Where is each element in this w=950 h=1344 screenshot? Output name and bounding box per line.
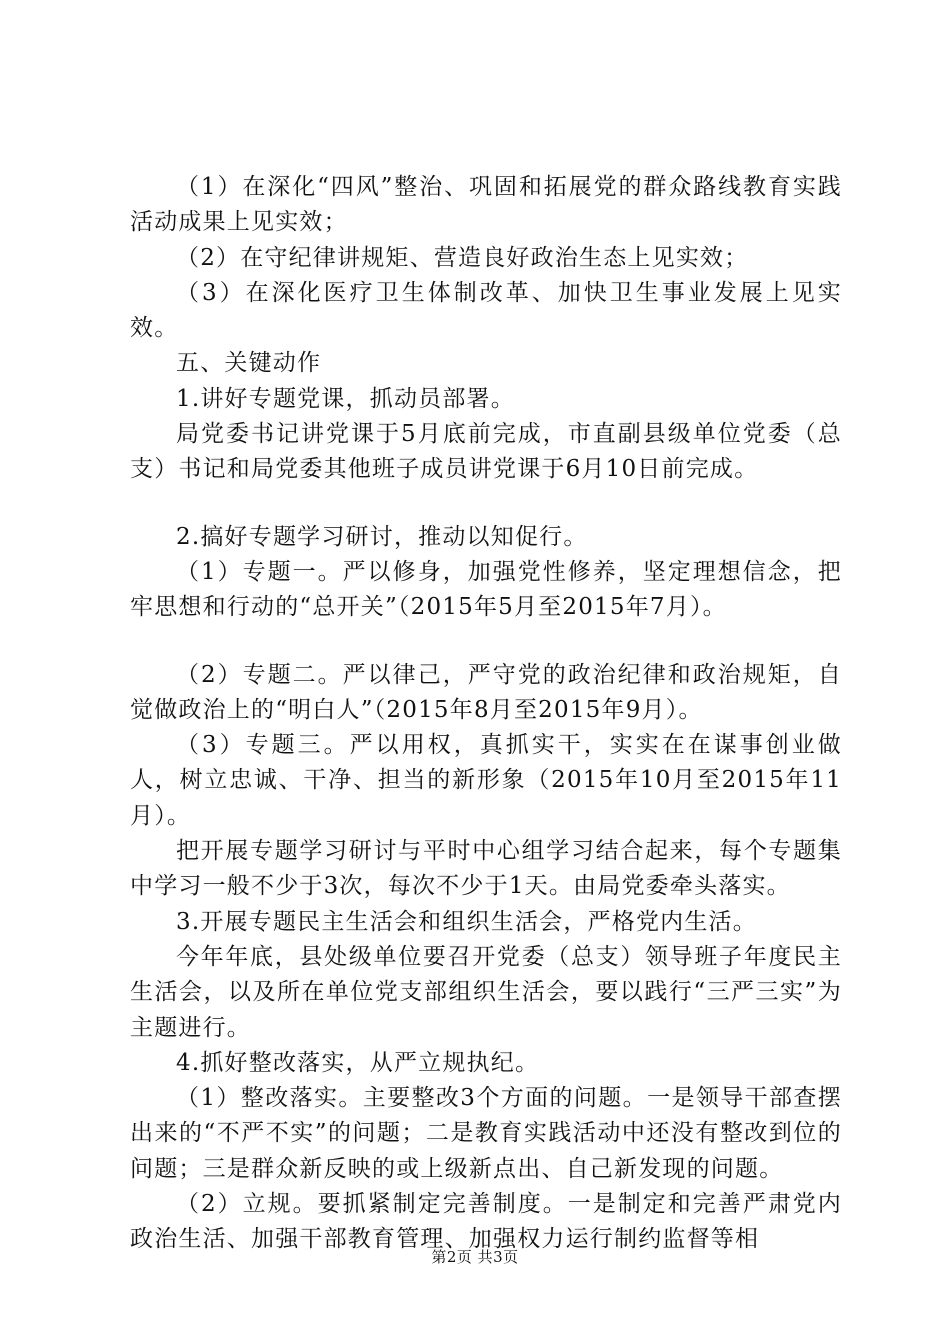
section-heading: 五、关键动作 — [176, 350, 322, 377]
item-heading-4: 4.抓好整改落实，从严立规执纪。 — [176, 1049, 540, 1076]
paragraph-11: 把开展专题学习研讨与平时中心组学习结合起来，每个专题集中学习一般不少于3次，每次不少于1天。由局党委牵头落实。 — [130, 838, 842, 900]
page-number: 第2页 共3页 — [431, 1248, 519, 1266]
page-footer — [0, 1247, 950, 1267]
paragraph-6: 局党委书记讲党课于5月底前完成，市直副县级单位党委（总支）书记和局党委其他班子成员讲党课于6月10日前完成。 — [130, 421, 842, 483]
item-heading-1: 1.讲好专题党课，抓动员部署。 — [176, 385, 515, 412]
paragraph-16: （2）立规。要抓紧制定完善制度。一是制定和完善严肃党内政治生活、加强干部教育管理、加强权力运行制约监督等相 — [130, 1191, 842, 1253]
paragraph-13: 今年年底，县处级单位要召开党委（总支）领导班子年度民主生活会，以及所在单位党支部组织生活会，要以践行“三严三实”为主题进行。 — [130, 943, 842, 1041]
item-heading-3: 3.开展专题民主生活会和组织生活会，严格党内生活。 — [176, 908, 757, 935]
paragraph-1: （1）在深化“四风”整治、巩固和拓展党的群众路线教育实践活动成果上见实效； — [130, 174, 842, 236]
paragraph-8: （1）专题一。严以修身，加强党性修养，坚定理想信念，把牢思想和行动的“总开关”（2015年5月至2015年7月）。 — [130, 558, 842, 621]
paragraph-3: （3）在深化医疗卫生体制改革、加快卫生事业发展上见实效。 — [130, 279, 842, 342]
paragraph-15: （1）整改落实。主要整改3个方面的问题。一是领导干部查摆出来的“不严不实”的问题；二是教育实践活动中还没有整改到位的问题；三是群众新反映的或上级新点出、自己新发现的问题。 — [130, 1085, 842, 1182]
paragraph-9: （2）专题二。严以律己，严守党的政治纪律和政治规矩，自觉做政治上的“明白人”（2015年8月至2015年9月）。 — [130, 661, 842, 723]
document-body — [130, 170, 842, 1258]
item-heading-2: 2.搞好专题学习研讨，推动以知促行。 — [176, 523, 588, 550]
paragraph-2: （2）在守纪律讲规矩、营造良好政治生态上见实效； — [176, 244, 749, 271]
paragraph-10: （3）专题三。严以用权，真抓实干，实实在在谋事创业做人，树立忠诚、干净、担当的新形象（2015年10月至2015年11月）。 — [130, 732, 842, 829]
